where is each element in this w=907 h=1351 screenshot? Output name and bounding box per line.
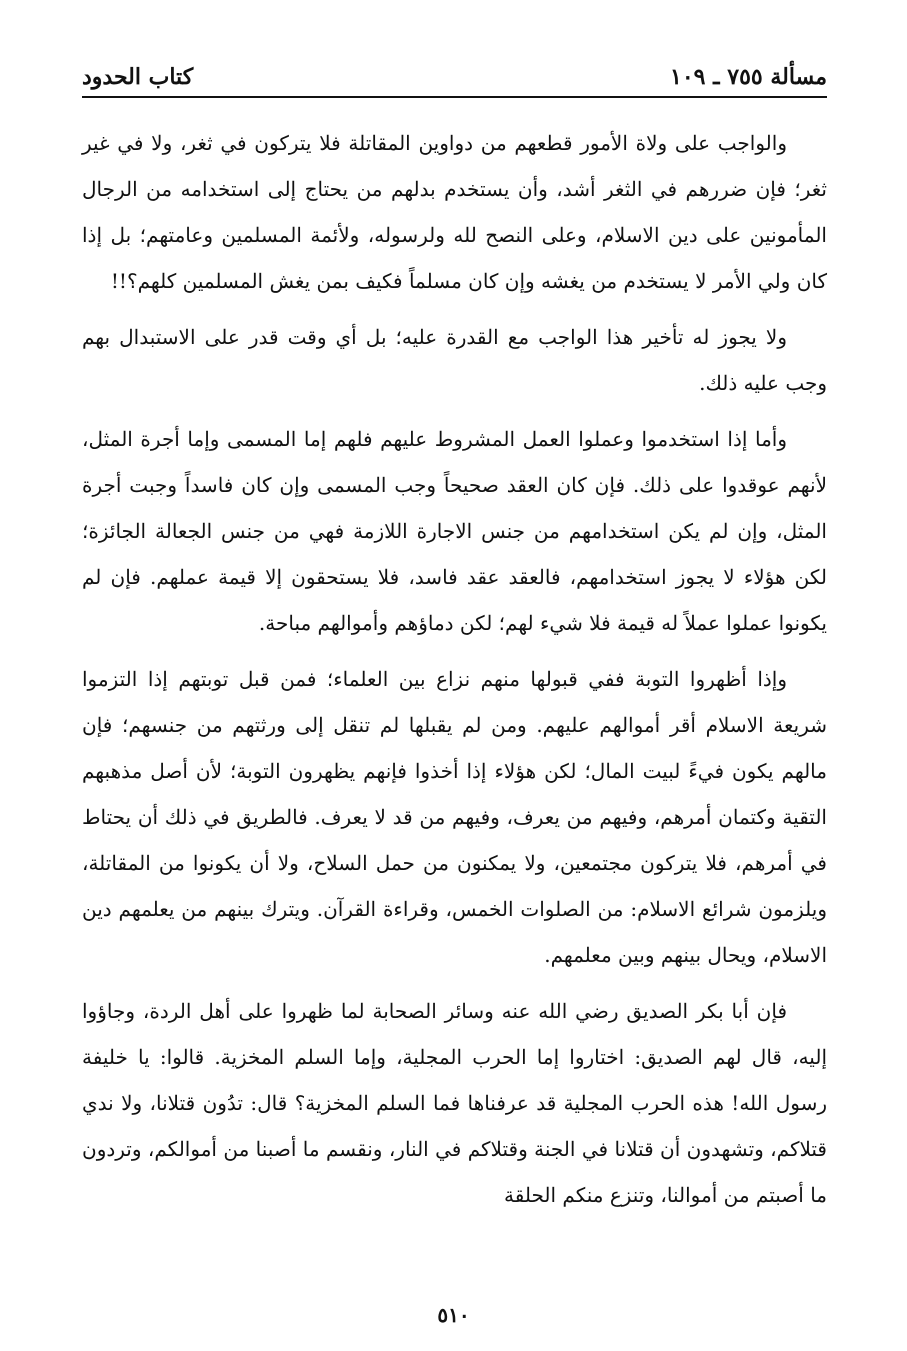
issue-reference: مسألة ٧٥٥ ـ ١٠٩: [670, 64, 827, 90]
body-text: [82, 120, 827, 1228]
paragraph: ولا يجوز له تأخير هذا الواجب مع القدرة عليه؛ بل أي وقت قدر على الاستبدال بهم وجب عليه ذلك.: [82, 325, 827, 395]
paragraph: وإذا أظهروا التوبة ففي قبولها منهم نزاع بين العلماء؛ فمن قبل توبتهم إذا التزموا شريعة الاسلام أقر أموالهم عليهم. ومن لم يقبلها لم تنقل إلى ورثتهم من جنسهم؛ فإن مالهم يكون فيءً لبيت المال؛ لكن هؤلاء إذا أخذوا فإنهم يظهرون التوبة؛ لأن أصل مذهبهم التقية وكتمان أمرهم، وفيهم من يعرف، وفيهم من قد لا يعرف. فالطريق في ذلك أن يحتاط في أمرهم، فلا يتركون مجتمعين، ولا يمكنون من حمل السلاح، ولا أن يكونوا من المقاتلة، ويلزمون شرائع الاسلام: من الصلوات الخمس، وقراءة القرآن. ويترك بينهم من يعلمهم دين الاسلام، ويحال بينهم وبين معلمهم.: [82, 667, 827, 967]
paragraph: فإن أبا بكر الصديق رضي الله عنه وسائر الصحابة لما ظهروا على أهل الردة، وجاؤوا إليه، قال لهم الصديق: اختاروا إما الحرب المجلية، وإما السلم المخزية. قالوا: يا خليفة رسول الله! هذه الحرب المجلية قد عرفناها فما السلم المخزية؟ قال: تدُون قتلانا، ولا ندي قتلاكم، وتشهدون أن قتلانا في الجنة وقتلاكم في النار، ونقسم ما أصبنا من أموالكم، وتردون ما أصبتم من أموالنا، وتنزع منكم الحلقة: [82, 999, 827, 1207]
book-title: كتاب الحدود: [82, 64, 194, 90]
paragraph: والواجب على ولاة الأمور قطعهم من دواوين المقاتلة فلا يتركون في ثغر، ولا في غير ثغر؛ فإن ضررهم في الثغر أشد، وأن يستخدم بدلهم من يحتاج إلى استخدامه من الرجال المأمونين على دين الاسلام، وعلى النصح لله ولرسوله، ولأئمة المسلمين وعامتهم؛ بل إذا كان ولي الأمر لا يستخدم من يغشه وإن كان مسلماً فكيف بمن يغش المسلمين كلهم؟!!: [82, 131, 828, 293]
paragraph: وأما إذا استخدموا وعملوا العمل المشروط عليهم فلهم إما المسمى وإما أجرة المثل، لأنهم عوقدوا على ذلك. فإن كان العقد صحيحاً وجب المسمى وإن كان فاسداً وجبت أجرة المثل، وإن لم يكن استخدامهم من جنس الاجارة اللازمة فهي من جنس الجعالة الجائزة؛ لكن هؤلاء لا يجوز استخدامهم، فالعقد عقد فاسد، فلا يستحقون إلا قيمة عملهم. فإن لم يكونوا عملوا عملاً له قيمة فلا شيء لهم؛ لكن دماؤهم وأموالهم مباحة.: [82, 427, 827, 635]
running-header: [82, 58, 827, 92]
page-number: ٥١٠: [437, 1303, 470, 1327]
header-divider: [82, 96, 827, 98]
